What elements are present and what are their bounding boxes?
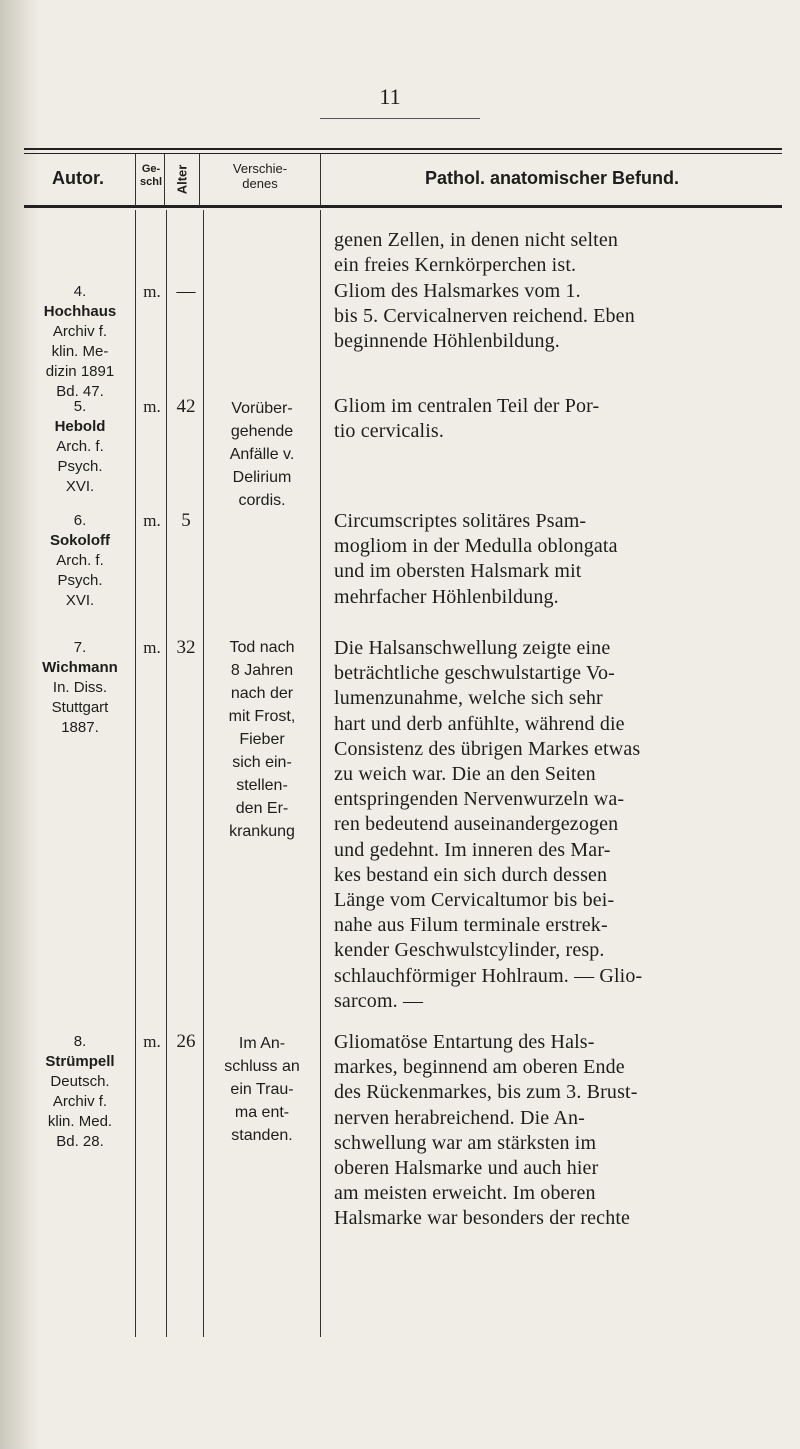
course-value: Im An- schluss an ein Trau- ma ent- standen. bbox=[224, 1035, 300, 1144]
table-row-author bbox=[20, 282, 140, 402]
sex-value: m. bbox=[143, 282, 161, 301]
header-divider-3 bbox=[199, 154, 200, 206]
sex-value: m. bbox=[143, 397, 161, 416]
header-finding: Pathol. anatomischer Befund. bbox=[424, 168, 680, 188]
course-value: Vorüber- gehende Anfälle v. Delirium cordis. bbox=[229, 400, 295, 509]
sex-value: m. bbox=[143, 511, 161, 530]
row-number: 5. bbox=[73, 398, 87, 415]
header-sex: Ge- schl bbox=[139, 163, 162, 188]
author-name: Strümpell bbox=[45, 1053, 115, 1070]
finding-text: Circumscriptes solitäres Psam- mogliom in der Medulla oblongata und im obersten Halsmark mit mehrfacher Höhlenbildung. bbox=[334, 510, 618, 608]
sex-value: m. bbox=[143, 1032, 161, 1051]
finding-continuation: genen Zellen, in denen nicht selten ein freies Kernkörperchen ist. bbox=[334, 229, 619, 277]
table-top-rule-thin bbox=[24, 153, 782, 154]
sex-value: m. bbox=[143, 638, 161, 657]
page-number-rule bbox=[320, 118, 480, 119]
header-author: Autor. bbox=[52, 168, 104, 188]
author-name: Wichmann bbox=[42, 659, 118, 676]
header-age: Alter bbox=[174, 164, 190, 195]
header-divider-1 bbox=[135, 154, 136, 206]
author-name: Sokoloff bbox=[50, 532, 110, 549]
row-number: 4. bbox=[73, 283, 87, 300]
table-row-author bbox=[20, 511, 140, 611]
age-value: 42 bbox=[176, 396, 196, 417]
row-number: 8. bbox=[73, 1033, 87, 1050]
author-source: Arch. f. Psych. XVI. bbox=[56, 438, 104, 495]
author-source: Deutsch. Archiv f. klin. Med. Bd. 28. bbox=[47, 1073, 113, 1150]
age-value: 26 bbox=[176, 1031, 196, 1052]
table-top-rule bbox=[24, 148, 782, 150]
finding-text: Gliom im centralen Teil der Por- tio cervicalis. bbox=[334, 395, 600, 443]
author-source: In. Diss. Stuttgart 1887. bbox=[51, 679, 109, 736]
finding-text: Gliomatöse Entartung des Hals- markes, beginnend am oberen Ende des Rückenmarkes, bis zum 3. Brust- nerven herabreichend. Die An- schwellung war am stärksten im oberen Halsmarke und auch hier am meisten erweicht. Im oberen Halsmarke war besonders der rechte bbox=[334, 1031, 638, 1230]
row-number: 6. bbox=[73, 512, 87, 529]
finding-text: Gliom des Halsmarkes vom 1. bis 5. Cervicalnerven reichend. Eben beginnende Höhlenbildung. bbox=[334, 280, 635, 353]
age-value: 5 bbox=[181, 510, 191, 531]
row-number: 7. bbox=[73, 639, 87, 656]
finding-text: Die Halsanschwellung zeigte eine beträchtliche geschwulstartige Vo- lumenzunahme, welche sich sehr hart und derb anfühlte, während die Consistenz des übrigen Markes etwas zu weich war. Die an den Seiten entspringenden Nervenwurzeln wa- ren bedeutend auseinandergezogen und gedehnt. Im inneren des Mar- kes bestand ein sich durch dessen Länge vom Cervicaltumor bis bei- nahe aus Filum terminale erstrek- kender Geschwulstcylinder, resp. schlauchförmiger Hohlraum. — Glio- sarcom. — bbox=[334, 637, 643, 1012]
column-rule-4 bbox=[320, 210, 321, 1337]
age-value: 32 bbox=[176, 637, 196, 658]
table-row-author bbox=[20, 397, 140, 497]
author-source: Archiv f. klin. Me- dizin 1891 Bd. 47. bbox=[45, 323, 115, 400]
header-course: Verschie- denes bbox=[232, 161, 288, 191]
table-row-author bbox=[20, 638, 140, 738]
author-source: Arch. f. Psych. XVI. bbox=[56, 552, 104, 609]
column-rule-3 bbox=[203, 210, 204, 1337]
author-name: Hebold bbox=[54, 418, 106, 435]
table-row-author bbox=[20, 1032, 140, 1152]
header-divider-4 bbox=[320, 154, 321, 206]
course-value: Tod nach 8 Jahren nach der mit Frost, Fieber sich ein- stellen- den Er- krankung bbox=[228, 639, 296, 840]
page-number: 11 bbox=[379, 84, 401, 109]
header-bottom-rule bbox=[24, 205, 782, 208]
author-name: Hochhaus bbox=[43, 303, 117, 320]
age-value: — bbox=[176, 281, 196, 302]
column-rule-2 bbox=[166, 210, 167, 1337]
